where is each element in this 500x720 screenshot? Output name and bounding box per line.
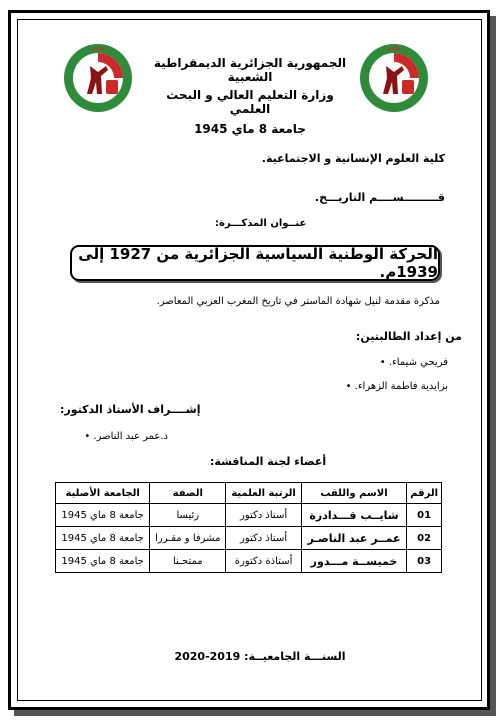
cell-number: 01 — [407, 504, 442, 527]
list-item-supervisor: د.عمر عبد الناصر. • — [58, 428, 168, 452]
university-logo-right — [358, 42, 430, 114]
cell-role: مشرفا و مقـررا — [150, 527, 226, 550]
cell-role: ممتحـنا — [150, 550, 226, 573]
memo-title: الحركة الوطنية السياسية الجزائرية من 1927 إلى 1939م. — [78, 245, 438, 281]
cell-university: جامعة 8 ماي 1945 — [56, 504, 150, 527]
table-row — [56, 550, 442, 573]
col-header-number: الرقم — [407, 483, 442, 504]
col-header-university: الجامعة الأصلية — [56, 483, 150, 504]
cell-rank: أستاذ دكتور — [226, 504, 301, 527]
cell-number: 03 — [407, 550, 442, 573]
cell-name: عمــر عبد الناصـر — [301, 527, 406, 550]
list-item-student-1: فريحي شيماء. • — [228, 354, 448, 378]
cell-university: جامعة 8 ماي 1945 — [56, 527, 150, 550]
col-header-name: الاسم واللقب — [301, 483, 406, 504]
page-shadow-right — [490, 16, 496, 714]
logo-label-left: قالمة — [91, 46, 105, 52]
cell-role: رئيسا — [150, 504, 226, 527]
students-list — [228, 354, 448, 402]
jury-label: أعضاء لجنة المناقشة: — [210, 455, 327, 468]
republic-name: الجمهورية الجزائرية الديمقراطية الشعبية — [153, 56, 347, 84]
cell-rank: أستاذة دكتورة — [226, 550, 301, 573]
supervisor-list — [58, 428, 168, 452]
memo-subtitle: مذكرة مقدمة لنيل شهادة الماستر في تاريخ المغرب العربي المعاصر. — [156, 296, 440, 307]
col-header-rank: الرتبة العلمية — [226, 483, 301, 504]
university-logo-left — [62, 42, 134, 114]
logo-label-right: قالمة — [387, 46, 401, 52]
university-name: جامعة 8 ماي 1945 — [194, 122, 306, 136]
col-header-role: الصفة — [150, 483, 226, 504]
page-shadow-bottom — [14, 710, 496, 716]
jury-table — [55, 482, 442, 573]
cell-rank: أستاذ دكتور — [226, 527, 301, 550]
cell-university: جامعة 8 ماي 1945 — [56, 550, 150, 573]
cell-name: شايــب قـــدادرة — [301, 504, 406, 527]
list-item-student-2: بزايدية فاطمة الزهراء. • — [228, 378, 448, 402]
students-label: من إعداد الطالبتين: — [355, 330, 462, 343]
jury-table-header — [56, 483, 442, 504]
ministry-name: وزارة التعليم العالي و البحث العلمي — [166, 88, 334, 116]
memo-title-box — [70, 245, 440, 281]
supervisor-label: إشــــراف الأستاذ الدكتور: — [60, 403, 201, 416]
department-name: قـــــــــســــم التاريـــخ. — [314, 191, 445, 204]
cell-name: خميســة مـــدور — [301, 550, 406, 573]
table-row — [56, 527, 442, 550]
academic-year: السنـــة الجامعيــة: 2019-2020 — [174, 650, 346, 663]
faculty-name: كلية العلوم الإنسانية و الاجتماعية. — [261, 152, 445, 165]
memo-label: عنــوان المذكـــرة: — [215, 218, 307, 229]
table-row — [56, 504, 442, 527]
cell-number: 02 — [407, 527, 442, 550]
